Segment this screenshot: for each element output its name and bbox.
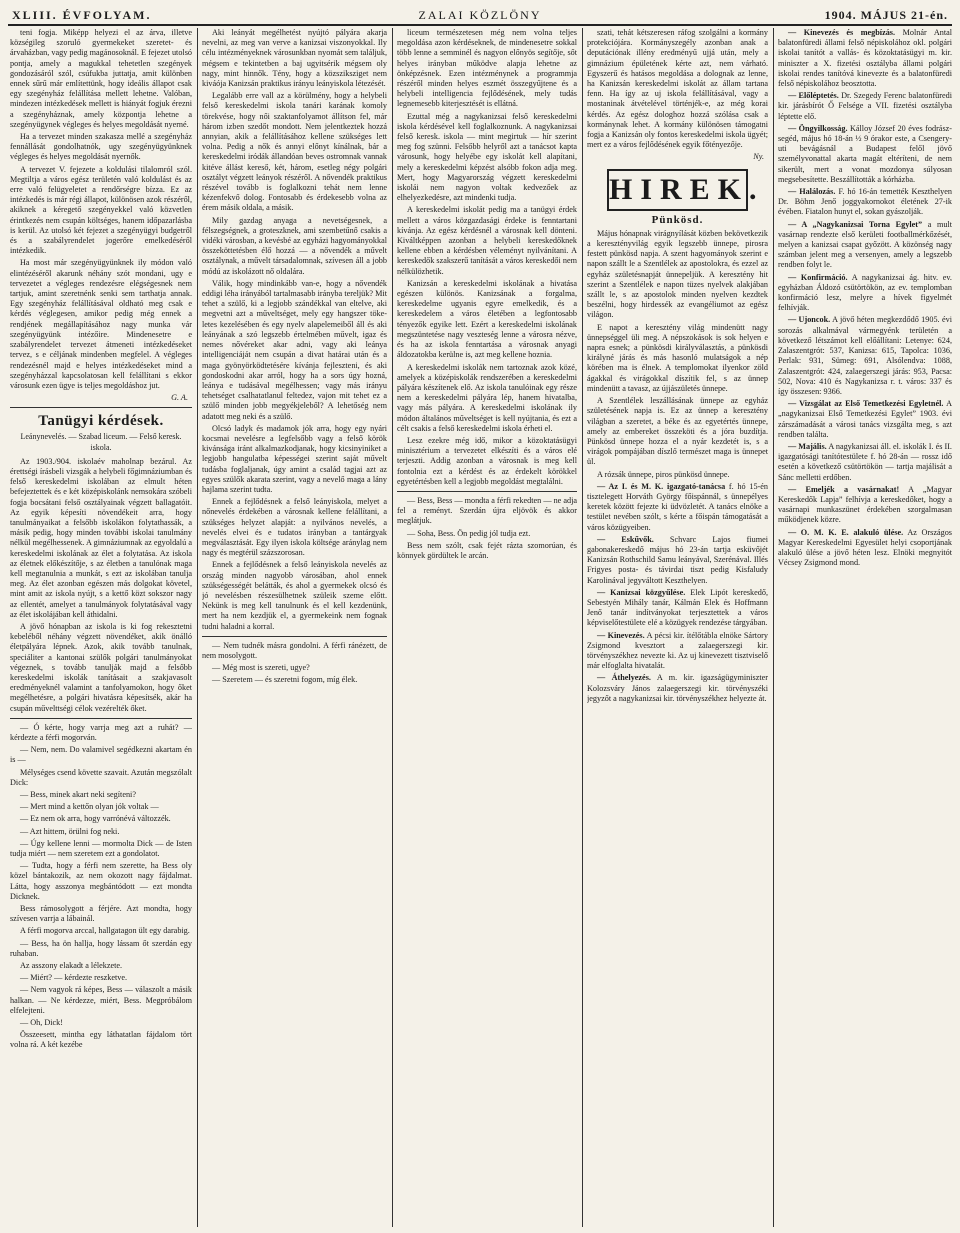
news-item [778, 528, 952, 569]
news-headline: — Vizsgálat az Első Temetkezési Egyletnél. [788, 399, 944, 409]
section-subtitle: Leánynevelés. — Szabad liceum. — Felső keresk. iskola. [20, 432, 182, 452]
column-5 [778, 28, 952, 1227]
column-3 [397, 28, 577, 1227]
feuilleton-line: — Soha, Bess. Ön pedig jól tudja ezt. [407, 528, 531, 538]
feuilleton-line: — Tudta, hogy a férfi nem szerette, ha Bess oly közel bántakozik, az nem okozott nagy fájdalmat. Látta, hogy asszonya megbántódott — ezt mondta Dicknek. [10, 861, 192, 901]
news-headline: — Kinevezés és megbízás. [788, 28, 896, 37]
news-headline: — A „Nagykanizsai Torna Egylet” [788, 219, 923, 229]
paragraph: Legalább erre vall az a körülmény, hogy a helybeli felső kereskedelmi iskola tanári karának komoly törekvése, hogy női szaktanfolyamot állítson fel, már három izben szedőt mondott. Nem jelentkeztek hozzá annyian, akik a felállításához kellene szükséges lett volna. Pedig a nők és annyi előnyt kínálnak, bár a kereskedelmi iródák állandóan beves ostromnak vannak kitéve állást kereső, két, három, esetleg négy polgári osztályt végzett leányok részéről. A nővendék praktikus részével tovább is foglalkozni tehát nem lenne kézenfekvő dolog. Fontosabb és érdekesebb volna az érem másik oldala, a másik. [202, 91, 387, 213]
news-item [587, 588, 768, 629]
feuilleton-line: — Szeretem — és szeretni fogom, míg élek. [212, 675, 358, 685]
paragraph: A tervezet V. fejezete a koldulási tilalomról szól. Megtiltja a város egész területén való koldulást és az erre való felügyeletet a rendőrségre bízza. Ez az intézkedés is már régi állapot, különösen azok részéről, akiknek a kéregető szegényekkel való közvetlen érintkezés nem csupán költséges, hanem időpazarlásba is kerül. Az utolsó két fejezet a szegényügyi budgetről és a szabályrendelet jogerőre emelkedéséről intézkedik. [10, 164, 192, 256]
feuilleton-line: — Nem, nem. Do valamivel segédkezni akartam én is — [10, 745, 192, 765]
news-headline: — Öngyilkosság. [788, 123, 848, 133]
news-headline: — Majális. [788, 441, 827, 451]
news-headline: — Ujoncok. [788, 315, 831, 325]
paragraph: A kereskedelmi iskolák nem tartoznak azok közé, amelyek a középiskolák rendszerében a kereskedelmi pályára készítenek elő. Az iskola tanulóinak egy része nem a kereskedelmi pályára lép, hanem hivatalba, vagy más pályára. A kereskedelmi iskolának ily módon általános műveltséget is kell nyújtania, és ezt a célt csakis a felső kereskedelmi iskola érheti el. [397, 362, 577, 433]
feuilleton-line: Bess nem szólt, csak fejét rázta szomorúan, és könnyek gördültek le arcán. [397, 540, 577, 560]
column-1 [10, 28, 192, 1227]
feuilleton-line: — Bess, Bess — mondta a férfi rekedten — ne adja fel a reményt. Szerdán újra eljövök és akkor meglátjuk. [397, 495, 577, 526]
feuilleton-line: Összeesett, mintha egy láthatatlan fájdalom tört volna rá. A két kezébe [10, 1030, 192, 1050]
news-item [778, 273, 952, 314]
divider [202, 636, 387, 637]
column-rule [582, 28, 583, 1227]
news-body: Molnár Antal balatonfüredi állami felső népiskolához okl. polgári iskolai tanítót a vallás- és közoktatásügyi m. kir. miniszter a X. fizetési osztályba állami polgári iskolai rendes tanítóvá kinevezte és a balatonfüredi felső népiskolához beosztotta. [778, 28, 952, 89]
news-body: A pécsi kir. ítélőtábla elnöke Sártory Zsigmond kvesztort a zalaegerszegi kir. törvényszékhez nevezte ki. Az uj kinevezett tisztviselő már elfoglalta hivatalát. [587, 630, 768, 671]
divider [10, 407, 192, 408]
feuilleton-line: — Ez nem ok arra, hogy varrónévá változzék. [20, 814, 171, 824]
news-item [587, 673, 768, 704]
issue-date: 1904. MÁJUS 21-én. [824, 8, 948, 22]
news-body: Az Országos Magyar Kereskedelmi Egyesület helyi csoportjának alakuló ülése a jövő héten lesz. Elnöki megnyitót Vécsey Zsigmond mond. [778, 527, 952, 568]
paragraph: Lesz ezekre még idő, mikor a közoktatásügyi minisztérium a tervezetet elkészíti és a város elé terjeszti. Addig azonban a városnak is meg kell fontolnia ezt a kérdést és az érdekelt körökkel egyetértésben kell a legjobb megoldást megtalálni. [397, 435, 577, 486]
paragraph: Válik, hogy mindinkább van-e, hogy a nővendék eddigi léha irányából tartalmasabb irányba tereljük? Mit tehet a szülő, ki a legjobb szándékkal van eltelve, aki megvetni azt a műveltséget, mely egy hangszer tökeletes kezelésében és egy nyelv alapelemeiből áll és aki leányának a szó legszebb értelmében művelt, igaz és nemes nővéreket akar adni, vagy aki leánya intelligenciáját nem csupán a divat határai után és a maga gyönyörködtetésére kívánja fejleszteni, és aki gondoskodni akar arról, hogy ha a sors úgy hozná, leánya e tudásával megélhessen; vagy más irányu tehetséget csalhatatlanul feltedez, vajon mit tehet ez a szülő minden jobb megyékjeleből? A lehetőség nem adatott meg neki és a szülő. [202, 278, 387, 421]
paragraph: Ha most már szegényügyünknek ily módon való elintézéséről akarunk néhány szót mondani, ugy e tervezetet a végleges rendezésre elégségesnek nem tartjuk, amint szeretnénk senki sem tarthatja annak. Egy szegényház felállításával oldható meg csak e kérdés véglegesen, amikor pedig még ennek a rendjének megállapításához nagy munka vár szegényügyünk intézőire. Mindenesetre e szabályrendelet tervezet átmeneti intézkedéseket tervez, s e céljának mindenben megfelel. A végleges rendezésnél majd e helyes intézkedéseket mind a szegényházzal kapcsolatosan kell felállítani s ekkor városunk ezen ügye is teljes megoldáshoz jut. [10, 258, 192, 390]
news-item [778, 28, 952, 89]
paragraph: Május hónapnak virágnyílását közben bekövetkezik a keresztényvilág egyik legszebb ünnepe, pirosra festett pünkösd napja. A szent hagyományok szerint e napon szállt le a Szentlélek az apostolokra, és ezzel az egyház születésnapját ünnepeljük. A keresztény hit szerint a Szentlélek e napon tüzes nyelvek alakjában szállt le, s az apostolok minden nyelven kezdtek beszélni, hogy hirdessék az evangéliumot az egész világon. [587, 228, 768, 320]
news-headline: — Kanizsai közgyűlése. [597, 587, 686, 597]
feuilleton-line: — Ó kérte, hogy varrja meg azt a ruhát? — kérdezte a férfi mogorván. [10, 722, 192, 742]
feuilleton-line: — Úgy kellene lenni — mormolta Dick — de Isten tudja miért — nem szeretem ezt a gondolatot. [10, 838, 192, 859]
news-item [778, 399, 952, 440]
feuilleton-line: — Bess, minek akart neki segíteni? [20, 790, 136, 800]
news-item [778, 315, 952, 397]
news-headline: — Kinevezés. [597, 630, 645, 640]
paragraph: teni fogja. Miképp helyezi el az árva, illetve községileg szoruló gyermekeket szeretet- és árvaházban, vagy pedig magánosoknál. E fejezet utolsó pontja, amely a magukkal tehetetlen szegények gondozásáról szól, csúfukba juttatja, amit különben ennek sűrű már említettünk, hogy ideális állapot csak egy szegényház felállítása mellett lehetne. Valóban, mindezen intézkedések mellett is hiányát fogjuk érezni a szegényháznak, amely központja lehetne a szegényügynek végleges és helyes megoldását nyerné. [10, 28, 192, 129]
news-item [778, 485, 952, 526]
news-body: Dr. Szegedy Ferenc balatonfüredi kir. járásbírót Ő Felsége a VII. fizetési osztályba léptette elő. [778, 91, 952, 121]
news-subheading: Pünkösd. [651, 213, 704, 226]
feuilleton-line: — Még most is szereti, ugye? [212, 663, 310, 673]
news-item [778, 124, 952, 185]
news-headline: — Konfirmáció. [788, 272, 848, 282]
feuilleton-line: — Nem tudnék másra gondolni. A férfi ránézett, de nem mosolygott. [202, 640, 387, 660]
feuilleton-line: — Nem vagyok rá képes, Bess — válaszolt a másik halkan. — Ne kérdezze, miért, Bess. Megpróbálom elfelejteni. [10, 985, 192, 1015]
paragraph: Ha a tervezet minden szakasza mellé a szegényház fennállását gondolhatnók, ugy szegényügyünknek végleges és helyes megoldását nyernők. [10, 132, 192, 162]
paragraph: Ezuttal még a nagykanizsai felső kereskedelmi iskola kérdésével kell foglalkoznunk. A nagykanizsai felső keresk. iskola — mint megirtuk — hír szerint meg fog szünni. Felsőbb helyről azt a tanácsot kapta városunk, hogy helyébe egy iskolát kell alapítani, mely a kereskedelmi képzést alsóbb fokon adja meg. Mert, hogy Magyarország végzett kereskedelmi iskolái nem nagyon voltak kedvezőek az elhelyezkedésre, azt mindenki tudja. [397, 111, 577, 203]
column-rule [773, 28, 774, 1227]
news-item [778, 442, 952, 483]
news-body: A m. kir. igazságügyminiszter Kolozsváry János zalaegerszegi kir. törvényszéki jegyzőt a nagykanizsai kir. törvényszékhez helyezte át. [587, 673, 768, 703]
news-item [587, 535, 768, 586]
divider [397, 491, 577, 492]
news-body: A jövő héten megkezdődő 1905. évi sorozás alkalmával vármegyénk területén a következő létszámot kell előállítani: Letenye: 624, Zalaszentgrót: 537, Kanizsa: 615, Tapolca: 1036, Perlak: 931, Sümeg: 691, Alsólendva: 1088, Zalaszentgrót: 424, zalaegerszegi járás: 953, Pacsa: 502, Nova: 410 és Nagykanizsa r. t. város: 337 és így összesen: 9366. [778, 315, 952, 396]
paragraph: Ennek a fejlődésnek a felső leányiskola, melyet a nőnevelés érdekében a városnak kellene felállítani, a szükséges helyzet alapját: a nyilvános nevelés, a nevelés elvei és e tudatos irányban a tantárgyak megválasztását. Egy ilyen iskola költsége aránylag nem nagy és megtérül százszorosan. [202, 497, 387, 558]
paragraph: Olcsó ladyk és madamok jók arra, hogy egy nyári kocsmai nevelésre a legfelsőbb vagy a felső körök kivánsága iránt alkalmazkodjanak, hogy kicsinyiniket a legjobb hangulatba képességei szerint saját művelt tudásba foglaljanak, úgy amint a család tagjai azt az egyes szülők akarata szerint, vagy a nevelő maga a lány hajlama szerint tudta. [202, 423, 387, 494]
news-body: A nagykanizsai áll. el. iskolák I. és II. igazgatósági tanítótestülete f. hó 28-án — rossz idő esetén a következő csütörtökön — tartja majálisát a Sánc melletti erdőben. [778, 441, 952, 482]
volume-label: XLIII. ÉVFOLYAM. [12, 8, 152, 22]
news-body: a mult vasárnap rendezte első kerületi footballmérkőzését, melyen a kanizsai csapat győzött. A közönség nagy számban jelent meg a versenyen, amely a legszebb rendben folyt le. [778, 219, 952, 270]
news-body: Kálloy József 20 éves fodrász-segéd, május hó 18-án ½ 9 órakor este, a Csengery-uti bevágásnál a Budapest felől jövő személyvonattal akarta magát eltéríteni, de nem sikerült, mert a vonat mozdonya súlyosan megsebesítette. Beszállították a kórházba. [778, 123, 952, 184]
news-headline: — Az I. és M. K. igazgató-tanácsa [597, 481, 726, 491]
feuilleton-line: — Bess, ha ön hallja, hogy lássam őt szerdán egy ruhaban. [10, 938, 192, 958]
feuilleton-line: — Oh, Dick! [20, 1018, 63, 1028]
feuilleton-line: — Mert mind a kettőn olyan jók voltak — [20, 802, 159, 812]
paragraph: szati, tehát kétszeresen ráfog szolgálni a kormány protekciójára. Kormányszegély azonban anak a deputációnak illény eredményű ujjá után, mely a gimnázium épületének kérte azt, nem várható. Egyszerű és hatásos megoldása a dolognak az lenne, ha Kanizsán kereskedelmi iskolát az állam tartana fenn. Ha így az uj iskola felállításával, vagy a mostaninak átvételével történjék-e, az még korai kérdés. Az egész dologhoz hozzá szólása csak a kormánynak lehet. A kormány különösen támogatni fogja a Kanizsán oly fontos kereskedelmi iskola ügyét; mert ez a város fejlődésének egyik főtényezője. [587, 28, 768, 150]
feuilleton-line: — Miért? — kérdezte reszketve. [20, 973, 128, 983]
news-body: f. hó 15-én tisztelegett Horváth György főispánnál, s ünnepélyes keretek között fejezte ki üdvözletét. A tanács elnöke a testület nevében szólt, s kérte a főispán támogatását a város közügyeiben. [587, 481, 768, 532]
news-headline: — Előléptetés. [788, 91, 839, 101]
paragraph: Kanizsán a kereskedelmi iskolának a hivatása egészen különös. Kanizsának a forgalma, kereskedelme ugyanis egyre emelkedik, és a kereskedelem a város életében a legfontosabb tényezők egyike lett. Ezért a kereskedelmi iskolának megszüntetése nagy veszteség lenne a városra nézve, és ha az iskola fenntartása a városnak anyagi áldozatokba kerülne is, azt meg kellene hoznia. [397, 278, 577, 360]
column-2 [202, 28, 387, 1227]
article-signature: Ny. [753, 152, 764, 162]
paragraph: A kereskedelmi iskolát pedig ma a tanügyi érdek mellett a város közgazdasági érdeke is fenntartani kívánja. Az egész kérdésnél a városnak kell dönteni. Kiváltképpen azonban a helybeli kereskedőknek kellene ebben a kérdésben véleményt nyilvánítani. A kereskedők szakszerű tanítását a város kereskedői nem nélkülözhetik. [397, 205, 577, 276]
paragraph: E napot a keresztény világ mindenütt nagy ünnepséggel üli meg. A népszokások is sok helyen e napra esnek; a pünkösdi királyválasztás, a pünkösdi királyné járás és más hasonló mulatságok a nép körében ma is élnek. A templomokat ilyenkor zöld ágakkal és virágokkal díszítik fel, s az ünnep mindenütt a tavasz, az újjászületés ünnepe. [587, 322, 768, 393]
news-headline: — Halálozás. [788, 187, 836, 197]
news-headline: — Emeljék a vasárnakat! [788, 484, 900, 494]
news-headline: — O. M. K. E. alakuló ülése. [788, 527, 904, 537]
divider [10, 718, 192, 719]
paragraph: Az 1903./904. iskolaév maholnap bezárul. Az érettségi írásbeli vizsgák a helybeli főgimnáziumban és felső kereskedelmi iskolában az elmult héten befejeztettek és e két középiskolánk nemsokára szóbeli fogja bocsátani felső osztályainak végzett ballagatóit. Az egyik képesíti növendékeit arra, hogy tanulmányaikat a felsőbb iskolákon folytathassák, a másik pedig, hogy minden további iskolai tanulmány nélkül megélhessenek. A gimnáziumnak az egyoldalú a kereskedelmi iskolának az élet a folytatása. Az iskola az életnek előkészítője, s az életben a tanulónak maga kell megtanulnia a munkát, s ezt az iskolában tanulja meg. Az élet azonban egészen más dolgokat követel, mint amit az iskola nyújt, s a kettő közt sokszor nagy az ellentét, amelyet a tanulmányok folytatásával vagy az élet iskolájában kell áthidalni. [10, 456, 192, 619]
paragraph: Aki leányát megélhetést nyújtó pályára akarja nevelni, az meg van verve a kanizsai viszonyokkal. Ily célu intézményeknek városunkban nyomát sem találjuk, mégsem e tekintetben a baj ugyitsérik mégsem oly nagy, mint hinnők. Tény, hogy a közsziksziget nem kiváója Kanizsán praktikus irányu leányiskola létezését. [202, 28, 387, 89]
paragraph: A jövő hónapban az iskola is ki fog rekesztetni kebeléből néhány végzett növendéket, akik önálló életpályára lépnek. Azok, akik tovább tanulnak, speciáliter a kantonai szülők polgári tanulmányokat végeznek, s tovább tanulják majd a felsőbb kereskedelmi iskolák tanításait a szakjavasolt eredményeknél valamint a tanfolyamokon, hogy őket megélhetésre, a polgári hivatásra képesítsék, akár ha csupán művelttségi célok vezérelték őket. [10, 621, 192, 713]
news-body: A „Magyar Kereskedők Lapja” felhívja a kereskedőket, hogy a vasárnapi munkaszünet érdekében szorgalmasan működjenek közre. [778, 484, 952, 525]
news-item [587, 631, 768, 672]
news-headline: — Eskűvők. [597, 534, 654, 544]
feuilleton-line: — Azt hittem, örülni fog neki. [20, 826, 120, 836]
newspaper-title: ZALAI KÖZLÖNY [418, 8, 542, 22]
news-headline: — Áthelyezés. [597, 673, 651, 683]
feuilleton-line: Mélységes csend követte szavait. Azután megszólalt Dick: [10, 767, 192, 787]
paragraph: Ennek a fejlődésnek a felső leányiskola nevelés az ország minden nagyobb városában, ahol ennek szükségességét belátták, és ahol a gyermekek olcsó és jó nevelésben részesülhetnek szüleik szeme előtt. Nekünk is meg kell tanulnunk és el kell kezdenünk, mert ha nem kezdjük el, a gyermekeink nem fognak tudni haladni a korral. [202, 560, 387, 631]
feuilleton-line: Az asszony elakadt a lélekzete. [20, 961, 123, 971]
masthead [8, 2, 952, 26]
news-item [587, 482, 768, 533]
paragraph: A rózsák ünnepe, piros pünkösd ünnepe. [597, 469, 730, 479]
column-rule [197, 28, 198, 1227]
news-section-banner: HIREK. [607, 169, 748, 211]
feuilleton-line: A férfi mogorva arccal, hallgatagon ült egy darabig. [20, 926, 190, 936]
column-4 [587, 28, 768, 1227]
news-body: Schvarc Lajos fiumei gabonakereskedő május hó 23-án tartja esküvőjét Kanizsán Rothschild Samu leányával, Szerénával. Illés Frigyes posta- és távirdai tiszt pedig Kisfaludy Karolinával jegyváltott Keszthelyen. [587, 534, 768, 585]
feuilleton-line: Bess rámosolygott a férjére. Azt mondta, hogy szívesen varrja a lábainál. [10, 904, 192, 924]
paragraph: A Szentlélek leszállásának ünnepe az egyház születésének napja is. Ez az ünnep a keresztény világban a szeretet, a béke és az egyetértés ünnepe, amely az embereket összeköti és a jóra buzdítja. Pünkösd ünnepe hozza el a nyár kezdetét is, s a virágok pompájában díszlő természet maga is ünnepet ül. [587, 396, 768, 467]
news-item [778, 187, 952, 218]
paragraph: liceum természetesen még nem volna teljes megoldása azon kérdéseknek, de mindenesetre sokkal több lenne a semminél és nagyon előnyös segítője, sőt helyes irányban működve alapja lehetne az önképzésnek. Ezen intézménynek a programmja részéről minden helyes eszmét összegyűjtene és a helybeli intelligencia fejlődésének, mely tudás legnemesebb kiterjesztését is ellátná. [397, 28, 577, 109]
news-body: Elek Lipót kereskedő, Sebestyén Mihály tanár, Kálmán Elek és Hoffmann Jenő tanár indítványokat terjesztettek a város képviselőtestülete elé a közügyek rendezése tárgyában. [587, 587, 768, 628]
paragraph: Mily gazdag anyaga a nevetségesnek, a félszegségnek, a groteszknek, ami szembetűnő csakis a vidéki városban, a kevésbé az egyházi hagyományokkal összeköttetésben élő hozzá — a nővendék a művelt osztálynak, a művelt társadalomnak, szívesen áll a jobb módú az iskolázott nő oldalára. [202, 215, 387, 276]
news-body: A nagykanizsai ág. hitv. ev. egyházban Áldozó csütörtökön, az ev. templomban konfirmáció lesz, melyre a hívek figyelmét felhívják. [778, 272, 952, 313]
article-author: G. A. [171, 393, 188, 403]
column-rule [392, 28, 393, 1227]
news-body: F. hó 16-án temették Keszthelyen Dr. Böhm Jenő joggyakornokot életének 27-ik évében. Fiatalon hunyt el, sokan gyászolják. [778, 187, 952, 217]
news-item [778, 91, 952, 122]
news-body: A „nagykanizsai Első Temetkezési Egylet” 1903. évi zárszámadását a városi tanács vizsgálta meg, s azt rendben találta. [778, 399, 952, 439]
news-item [778, 220, 952, 271]
section-title: Tanügyi kérdések. [38, 413, 164, 430]
